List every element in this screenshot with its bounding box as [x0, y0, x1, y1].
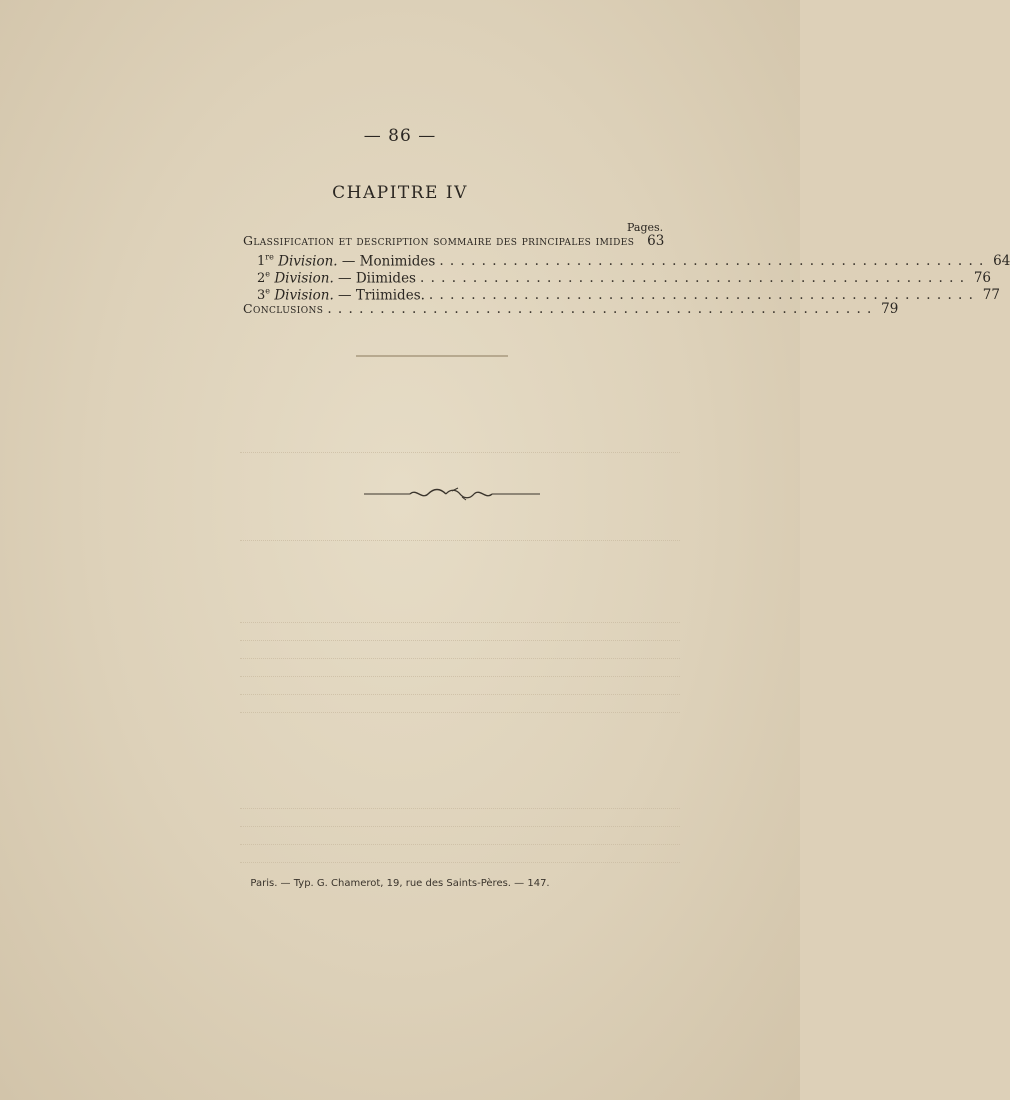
horizontal-rule — [356, 355, 508, 357]
dot-leader — [439, 253, 984, 270]
table-of-contents — [243, 232, 1010, 317]
ordinal-number: 3 — [257, 288, 266, 304]
show-through-line — [240, 712, 680, 714]
division-word: Division. — [278, 253, 338, 270]
printer-imprint: Paris. — Typ. G. Chamerot, 19, rue des Saints-Pères. — 147. — [250, 878, 550, 889]
toc-entry-page: 79 — [881, 301, 899, 317]
toc-entry-classification — [243, 232, 665, 249]
show-through-line — [240, 452, 680, 454]
ordinal-number: 1 — [257, 254, 266, 270]
division-title: — Triimides. — [333, 287, 425, 304]
show-through-line — [240, 640, 680, 642]
division-word: Division. — [274, 270, 334, 287]
show-through-line — [240, 676, 680, 678]
show-through-line — [240, 826, 680, 828]
toc-entry-page: 76 — [973, 270, 991, 287]
toc-entry-page: 63 — [647, 233, 665, 249]
ordinal-suffix: e — [265, 270, 271, 279]
division-title: — Diimides — [333, 270, 416, 287]
chapter-heading: CHAPITRE IV — [332, 183, 468, 203]
show-through-line — [240, 844, 680, 846]
toc-entry-page: 64 — [993, 253, 1010, 270]
toc-entry-label: Glassification et description sommaire des principales imides — [243, 233, 635, 248]
toc-entry-page: 77 — [982, 287, 1000, 304]
toc-entry-conclusions — [243, 300, 899, 317]
ordinal-suffix: e — [265, 287, 271, 296]
show-through-line — [240, 622, 680, 624]
show-through-line — [240, 808, 680, 810]
show-through-line — [240, 694, 680, 696]
page-number: — 86 — — [363, 126, 437, 146]
division-word: Division. — [274, 287, 334, 304]
show-through-line — [240, 658, 680, 660]
ornament-flourish-icon — [362, 486, 542, 502]
toc-entry-division-1 — [243, 249, 1010, 270]
show-through-line — [240, 862, 680, 864]
division-title: — Monimides — [337, 253, 436, 270]
pages-column-label: Pages. — [627, 221, 664, 234]
ordinal-number: 2 — [257, 271, 266, 287]
show-through-line — [240, 540, 680, 542]
toc-entry-label: Conclusions — [243, 301, 324, 316]
ordinal-suffix: re — [265, 253, 274, 262]
dot-leader — [327, 301, 872, 318]
dot-leader — [420, 270, 965, 287]
